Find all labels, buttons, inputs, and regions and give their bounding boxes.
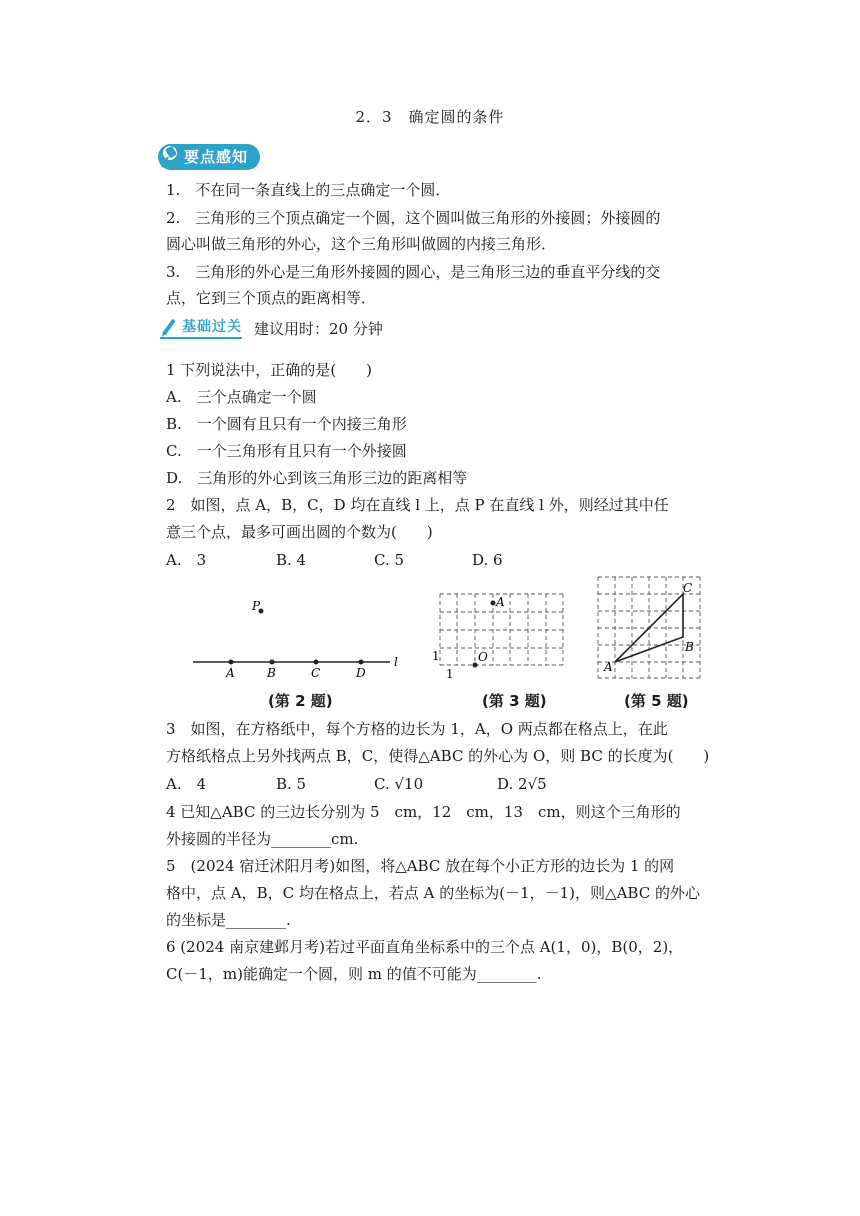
q3-option-d: D. 2√5 <box>497 775 547 793</box>
figure-3 <box>430 588 570 683</box>
q5-stem-line-2: 格中，点 A，B，C 均在格点上，若点 A 的坐标为(－1，－1)，则△ABC 的外心 <box>166 884 700 902</box>
pencil-icon <box>160 316 180 338</box>
point-3-line-1: 3. 三角形的外心是三角形外接圆的圆心，是三角形三边的垂直平分线的交 <box>166 263 661 281</box>
point-1: 1. 不在同一条直线上的三点确定一个圆． <box>166 181 451 199</box>
q2-stem-line-2: 意三个点，最多可画出圆的个数为( ) <box>166 523 433 541</box>
label-a: A <box>226 666 235 680</box>
point-2-line-2: 圆心叫做三角形的外心，这个三角形叫做圆的内接三角形． <box>166 235 557 253</box>
q4-stem-line-2: 外接圆的半径为________cm. <box>166 830 359 848</box>
point-a <box>229 660 234 665</box>
pushpin-icon <box>158 141 188 171</box>
q5-stem-line-3: 的坐标是________. <box>166 911 291 929</box>
label-a: A <box>604 660 613 674</box>
key-points-badge <box>158 143 260 171</box>
q2-option-a: A. 3 <box>166 551 207 569</box>
q3-option-b: B. 5 <box>276 775 307 793</box>
label-c: C <box>311 666 321 680</box>
label-a: A <box>496 595 505 609</box>
q5-stem-line-1: 5 (2024 宿迁沭阳月考)如图，将△ABC 放在每个小正方形的边长为 1 的网 <box>166 857 675 875</box>
q3-option-a: A. 4 <box>166 775 207 793</box>
q1-option-b: B. 一个圆有且只有一个内接三角形 <box>166 415 407 433</box>
q6-stem-line-1: 6 (2024 南京建邺月考)若过平面直角坐标系中的三个点 A(1，0)，B(0，2)， <box>166 938 684 956</box>
page-title: 2．3 确定圆的条件 <box>355 108 505 126</box>
triangle-abc <box>615 594 683 662</box>
suggested-time: 建议用时：20 分钟 <box>254 320 383 338</box>
point-o <box>473 663 478 668</box>
q4-stem-line-1: 4 已知△ABC 的三边长分别为 5 cm，12 cm，13 cm，则这个三角形的 <box>166 803 681 821</box>
q1-option-c: C. 一个三角形有且只有一个外接圆 <box>166 442 407 460</box>
figure-5 <box>592 573 707 683</box>
key-points-label: 要点感知 <box>158 144 260 170</box>
label-c: C <box>683 581 693 595</box>
label-d: D <box>356 666 366 680</box>
point-b <box>270 660 275 665</box>
label-o: O <box>478 650 488 664</box>
label-b: B <box>267 666 276 680</box>
q2-option-d: D. 6 <box>472 551 503 569</box>
point-c <box>314 660 319 665</box>
unit-label-horizontal: 1 <box>446 667 454 681</box>
label-p: P <box>252 599 261 613</box>
unit-label-vertical: 1 <box>432 649 440 663</box>
label-l: l <box>394 655 398 669</box>
point-d <box>359 660 364 665</box>
figure-3-caption: (第 3 题) <box>482 692 547 710</box>
q6-stem-line-2: C(－1，m)能确定一个圆，则 m 的值不可能为________. <box>166 965 542 983</box>
q1-stem: 1 下列说法中，正确的是( ) <box>166 361 373 379</box>
q3-option-c: C. √10 <box>374 775 424 793</box>
q3-stem-line-1: 3 如图，在方格纸中，每个方格的边长为 1，A，O 两点都在格点上，在此 <box>166 720 668 738</box>
point-a <box>491 601 496 606</box>
basic-practice-label: 基础过关 <box>160 317 242 339</box>
figure-2 <box>185 595 415 690</box>
q1-option-d: D. 三角形的外心到该三角形三边的距离相等 <box>166 469 468 487</box>
q2-option-b: B. 4 <box>276 551 307 569</box>
q2-stem-line-1: 2 如图，点 A，B，C，D 均在直线 l 上，点 P 在直线 l 外，则经过其中任 <box>166 496 669 514</box>
label-b: B <box>685 640 694 654</box>
q2-option-c: C. 5 <box>374 551 405 569</box>
point-2-line-1: 2. 三角形的三个顶点确定一个圆，这个圆叫做三角形的外接圆；外接圆的 <box>166 209 661 227</box>
q3-stem-line-2: 方格纸格点上另外找两点 B，C，使得△ABC 的外心为 O，则 BC 的长度为( ) <box>166 747 710 765</box>
q1-option-a: A. 三个点确定一个圆 <box>166 388 317 406</box>
point-3-line-2: 点，它到三个顶点的距离相等． <box>166 289 377 307</box>
figure-5-caption: (第 5 题) <box>624 692 689 710</box>
figure-2-caption: (第 2 题) <box>268 692 333 710</box>
basic-practice-badge <box>160 316 242 340</box>
